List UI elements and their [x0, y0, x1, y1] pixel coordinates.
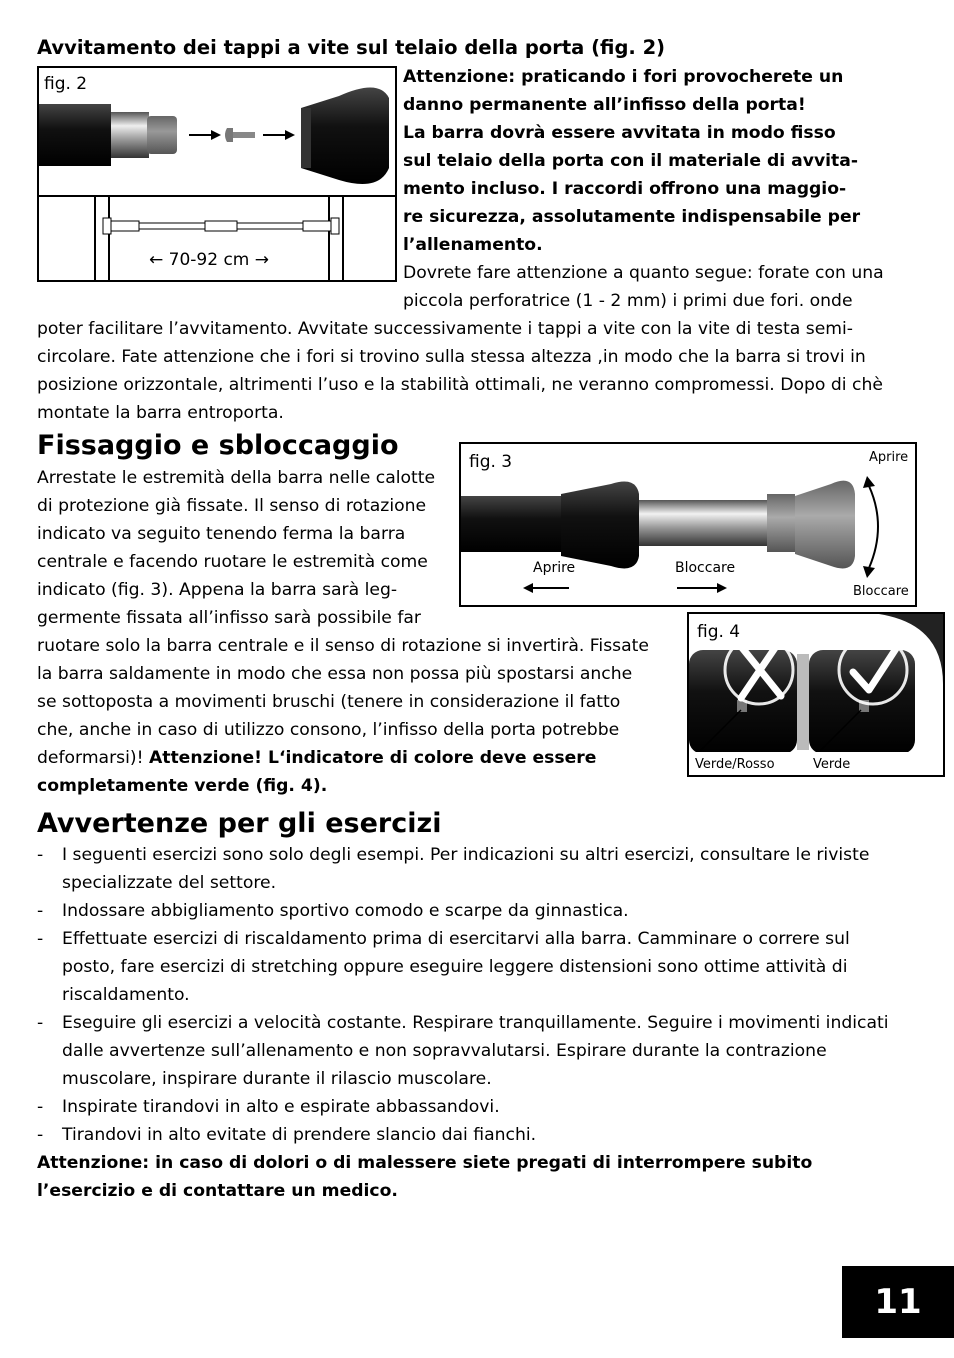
exercise-warnings-list [37, 841, 927, 1205]
text-line: - Effettuate esercizi di riscaldamento prima di esercitarvi alla barra. Camminare o correre sul [62, 929, 850, 949]
text-line: indicato va seguito tenendo ferma la barra [37, 524, 406, 544]
text-line: - Tirandovi in alto evitate di prendere slancio dai fianchi. [62, 1125, 537, 1145]
fig-3-open-left-label: Aprire [533, 560, 576, 576]
fig-4-label: fig. 4 [697, 622, 741, 642]
text-line: - Indossare abbigliamento sportivo comodo e scarpe da ginnastica. [62, 901, 629, 921]
text-line: di protezione già fissate. Il senso di rotazione [37, 496, 427, 516]
text-line: poter facilitare l’avvitamento. Avvitate successivamente i tappi a vite con la vite di testa semi- [37, 319, 853, 339]
text-line: dalle avvertenze sull’allenamento e non sopravvalutarsi. Espirare durante la contrazione [62, 1041, 827, 1061]
fig-4-left-label: Verde/Rosso [695, 757, 775, 772]
fig-4-illustration [687, 612, 945, 777]
fig-2-illustration [37, 66, 397, 282]
text-line: la barra saldamente in modo che essa non possa più spostarsi anche [37, 664, 633, 684]
text-line: piccola perforatrice (1 - 2 mm) i primi due fori. onde [403, 291, 853, 311]
text-line: danno permanente all’infisso della porta! [403, 95, 806, 115]
text-line: indicato (fig. 3). Appena la barra sarà leg- [37, 580, 398, 600]
text-line: centrale e facendo ruotare le estremità come [37, 552, 428, 572]
text-line: posizione orizzontale, altrimenti l’uso e la stabilità ottimali, ne veranno compromessi. Dopo di chè [37, 375, 883, 395]
fig-3-lock-bottom-label: Bloccare [853, 584, 909, 599]
text-line: sul telaio della porta con il materiale di avvita- [403, 151, 858, 171]
section-heading-screw-caps: Avvitamento dei tappi a vite sul telaio della porta (fig. 2) [37, 36, 666, 59]
list-item [37, 925, 927, 1009]
text-line: riscaldamento. [62, 985, 190, 1005]
text-line: montate la barra entroporta. [37, 403, 284, 423]
list-item [37, 841, 927, 897]
list-item [37, 1121, 927, 1149]
warning-drilling [403, 63, 933, 259]
text-line: - Eseguire gli esercizi a velocità costante. Respirare tranquillamente. Seguire i movimenti indicati [62, 1013, 889, 1033]
text-line: posto, fare esercizi di stretching oppure eseguire leggere distensioni sono ottime attività di [62, 957, 848, 977]
text-line: specializzate del settore. [62, 873, 277, 893]
fig-4-right-label: Verde [813, 757, 851, 772]
text-line: completamente verde (fig. 4). [37, 776, 328, 796]
text-line: La barra dovrà essere avvitata in modo fisso [403, 123, 836, 143]
text-line: se sottoposta a movimenti bruschi (tenere in considerazione il fatto [37, 692, 621, 712]
fig-2-drawing [39, 68, 395, 280]
fig-3-open-top-label: Aprire [869, 450, 909, 465]
color-indicator-warning: Attenzione! L‘indicatore di colore deve essere [148, 748, 597, 768]
text-line: l’esercizio e di contattare un medico. [37, 1181, 398, 1201]
list-item [37, 897, 927, 925]
list-item [37, 1009, 927, 1093]
text-line: mento incluso. I raccordi offrono una maggio- [403, 179, 847, 199]
text-line: l’allenamento. [403, 235, 543, 255]
text-line [37, 744, 677, 772]
fixing-instructions [37, 464, 677, 800]
fig-3-lock-mid-label: Bloccare [675, 560, 736, 576]
text-line: che, anche in caso di utilizzo consono, l’infisso della porta potrebbe [37, 720, 620, 740]
text-line: Dovrete fare attenzione a quanto segue: forate con una [403, 263, 884, 283]
text-line: circolare. Fate attenzione che i fori si trovino sulla stessa altezza ,in modo che la barra si trovi in [37, 347, 866, 367]
text-line: Attenzione: praticando i fori provocherete un [403, 67, 844, 87]
text-line: germente fissata all’infisso sarà possibile far [37, 608, 421, 628]
text-line: muscolare, inspirare durante il rilascio muscolare. [62, 1069, 492, 1089]
drilling-instructions-right [403, 259, 933, 315]
fig-2-dimension: ← 70-92 cm → [149, 250, 270, 270]
section-heading-exercise-warnings: Avvertenze per gli esercizi [37, 808, 442, 839]
page-number: 11 [842, 1266, 954, 1338]
drilling-instructions-full [37, 315, 927, 427]
text-normal: deformarsi)! [37, 748, 144, 768]
text-line: - I seguenti esercizi sono solo degli esempi. Per indicazioni su altri esercizi, consultare le riviste [62, 845, 870, 865]
text-line: - Inspirate tirandovi in alto e espirate abbassandovi. [62, 1097, 500, 1117]
text-line: Attenzione: in caso di dolori o di malessere siete pregati di interrompere subito [37, 1153, 813, 1173]
text-line: ruotare solo la barra centrale e il senso di rotazione si invertirà. Fissate [37, 636, 649, 656]
fig-3-label: fig. 3 [469, 452, 513, 472]
section-heading-fixing: Fissaggio e sbloccaggio [37, 430, 399, 461]
final-warning [37, 1149, 927, 1205]
fig-2-label: fig. 2 [44, 74, 88, 94]
list-item [37, 1093, 927, 1121]
text-line: Arrestate le estremità della barra nelle calotte [37, 468, 436, 488]
text-line: re sicurezza, assolutamente indispensabile per [403, 207, 861, 227]
